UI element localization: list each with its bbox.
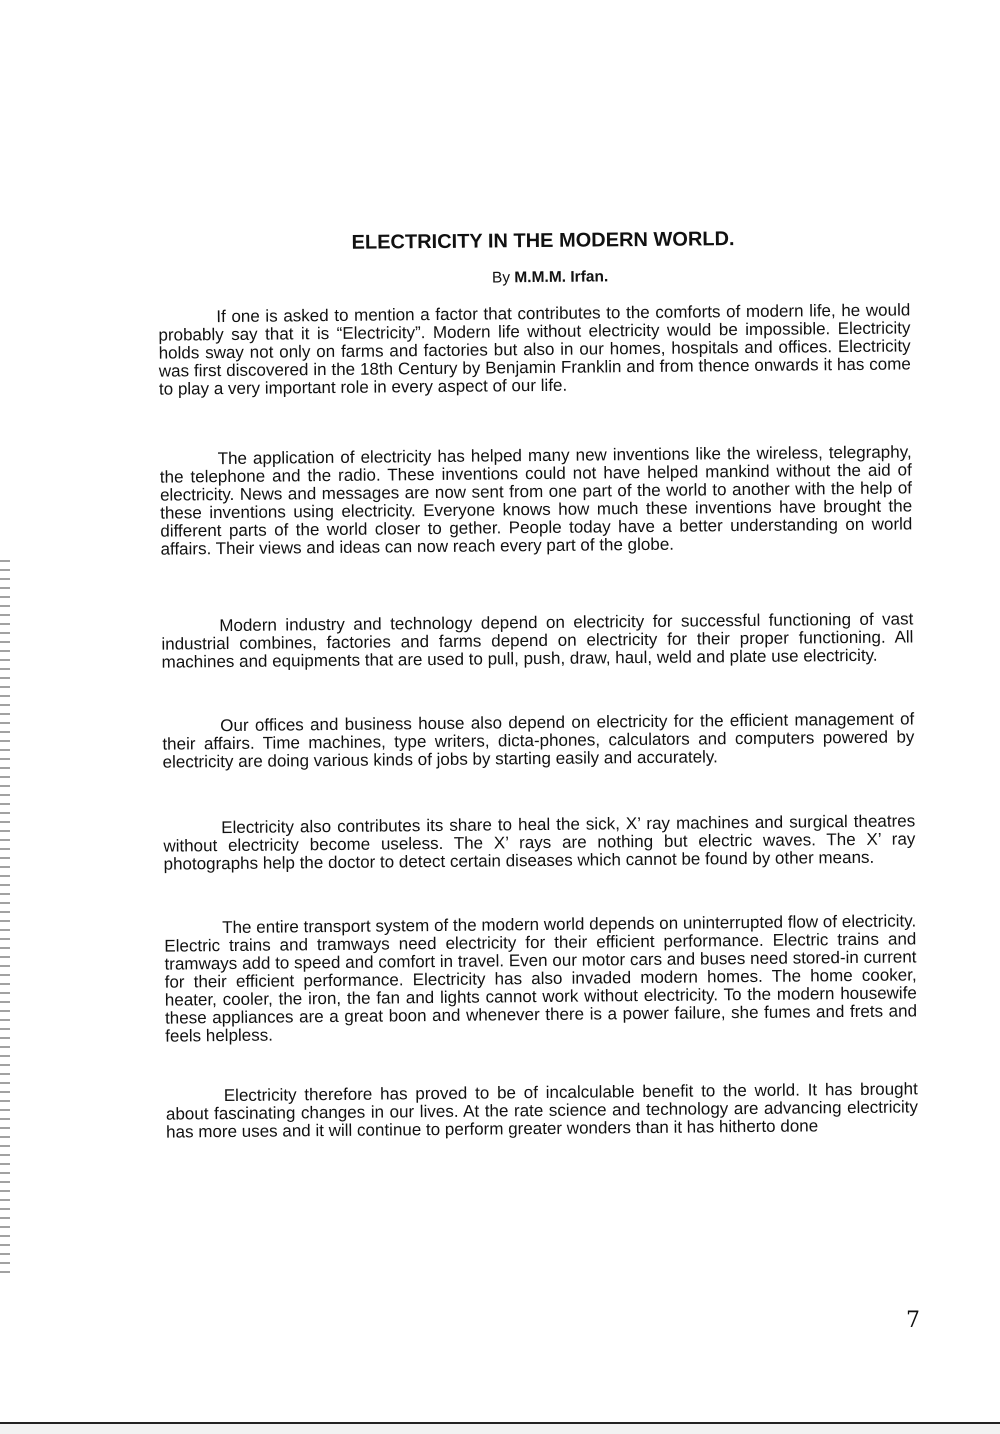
byline (492, 268, 608, 287)
article-title: ELECTRICITY IN THE MODERN WORLD. (351, 228, 735, 254)
author-name: M.M.M. Irfan. (514, 268, 609, 287)
scan-bottom-edge (0, 1422, 1000, 1434)
page-number: 7 (906, 1308, 920, 1333)
scan-left-edge-marks (0, 560, 10, 1280)
paragraph-7: Electricity therefore has proved to be of incalculable benefit to the world. It has brought about fascinating changes in our lives. At the rate science and technology are advancing electricity has more uses and it will continue to perform greater wonders than it has hitherto done (165, 1079, 919, 1142)
paragraph-6: The entire transport system of the modern world depends on uninterrupted flow of electricity. Electric trains and tramways need electricity for their efficient performance. Electric trains and tramways add to speed and comfort in travel. Even our motor cars and buses need stored-in current for their efficient performance. Electricity has also invaded modern homes. The home cooker, heater, cooler, the iron, the fan and lights cannot work without electricity. To the modern housewife these appliances are a great boon and whenever there is a power failure, she fumes and frets and feels helpless. (164, 911, 918, 1046)
byline-prefix: By (491, 269, 515, 287)
paragraph-2: The application of electricity has helped many new inventions like the wireless, telegraphy, the telephone and the radio. These inventions could not have helped mankind without the aid of electricity. News and messages are now sent from one part of the world to another with the help of these inventions using electricity. Everyone knows how much these inventions have brought the different parts of the world closer to gether. People today have a better understanding on world affairs. Their views and ideas can now reach every part of the globe. (159, 442, 913, 559)
paragraph-4: Our offices and business house also depend on electricity for the efficient management of their affairs. Time machines, type writers, dicta-phones, calculators and computers powered by electricity are doing various kinds of jobs by starting easily and accurately. (162, 709, 915, 772)
paragraph-3: Modern industry and technology depend on electricity for successful functioning of vast industrial combines, factories and farms depend on electricity for their proper functioning. All machines and equipments that are used to pull, push, draw, haul, weld and plate use electricity. (161, 609, 914, 672)
paragraph-1: If one is asked to mention a factor that contributes to the comforts of modern life, he would probably say that it is “Electricity”. Modern life without electricity would be impossible. Electricity holds sway not only on farms and factories but also in our homes, hospitals and offices. Electricity was first discovered in the 18th Century by Benjamin Franklin and from thence onwards it has come to play a very important role in every aspect of our life. (158, 300, 911, 399)
paragraph-5: Electricity also contributes its share to heal the sick, X’ ray machines and surgical theatres without electricity become useless. The X’ rays are nothing but electric waves. The X’ ray photographs help the doctor to detect certain diseases which cannot be found by other means. (163, 811, 916, 874)
